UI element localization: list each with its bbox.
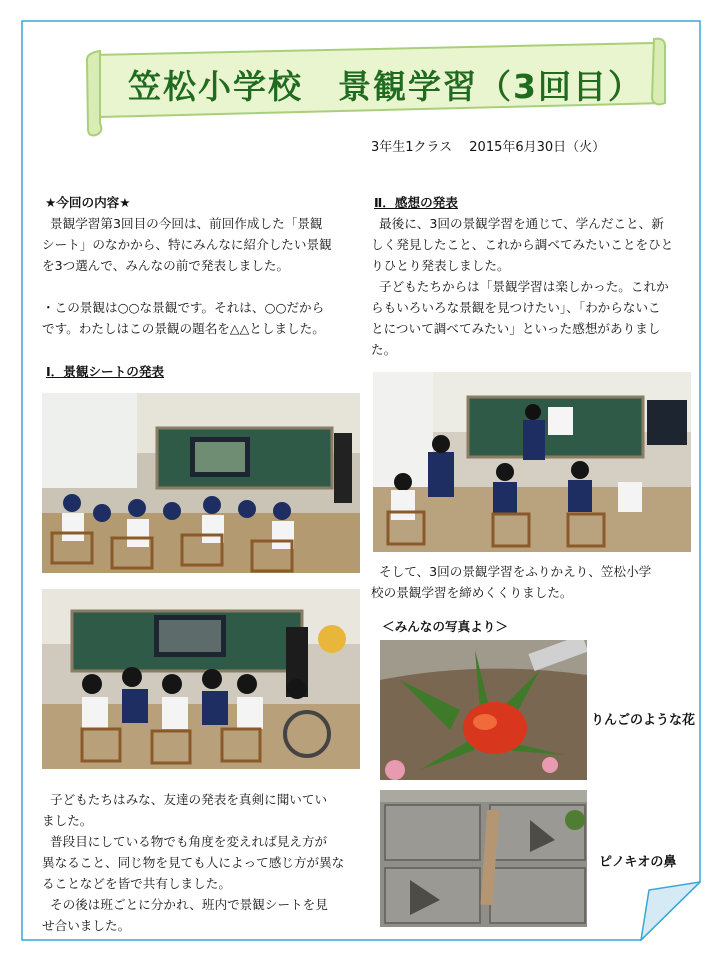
closing-line-4: 異なること、同じ物を見ても人によって感じ方が異な <box>42 855 345 870</box>
wrap-line-2: 校の景観学習を締めくくりました。 <box>371 585 573 600</box>
closing-line-5: ることなどを皆で共有しました。 <box>42 876 231 891</box>
content-line-3: を3つ選んで、みんなの前で発表しました。 <box>42 258 290 273</box>
block-photo <box>380 790 587 927</box>
impression-line-6: とについて調べてみたい」といった感想がありまし <box>371 321 661 336</box>
closing-line-3: 普段目にしている物でも角度を変えれば見え方が <box>50 834 328 849</box>
flower-photo <box>380 640 587 780</box>
impression-line-1: 最後に、3回の景観学習を通じて、学んだこと、新 <box>379 216 664 231</box>
impression-line-4: 子どもたちからは「景観学習は楽しかった。これか <box>379 279 669 294</box>
classroom-photo-2 <box>42 589 360 769</box>
template-line-1: ・この景観は○○な景観です。それは、○○だから <box>42 300 325 315</box>
section2-heading: Ⅱ．感想の発表 <box>374 195 458 210</box>
photos-heading: ＜みんなの写真より＞ <box>382 619 508 634</box>
wrap-line-1: そして、3回の景観学習をふりかえり、笠松小学 <box>379 564 652 579</box>
content-heading: ★今回の内容★ <box>45 195 131 210</box>
impression-line-3: りひとり発表しました。 <box>371 258 510 273</box>
closing-line-6: その後は班ごとに分かれ、班内で景観シートを見 <box>50 897 328 912</box>
page-title: 笠松小学校 景観学習（3回目） <box>128 67 643 106</box>
flower-caption: りんごのような花 <box>591 713 696 728</box>
content-line-2: シート」のなかから、特にみんなに紹介したい景観 <box>42 237 332 252</box>
template-line-2: です。わたしはこの景観の題名を△△としました。 <box>42 321 325 336</box>
closing-line-2: ました。 <box>42 813 93 828</box>
class-date: 3年生1クラス 2015年6月30日（火） <box>371 140 606 155</box>
impression-line-5: らもいろいろな景観を見つけたい」、「わからないこ <box>371 300 661 315</box>
section1-heading: Ⅰ．景観シートの発表 <box>46 364 165 379</box>
closing-line-1: 子どもたちはみな、友達の発表を真剣に聞いてい <box>50 792 328 807</box>
closing-line-7: せ合いました。 <box>42 918 131 933</box>
impression-line-2: しく発見したこと、これから調べてみたいことをひと <box>371 237 674 252</box>
content-line-1: 景観学習第3回目の今回は、前回作成した「景観 <box>50 216 323 231</box>
block-caption: ピノキオの鼻 <box>599 855 677 870</box>
impression-line-7: た。 <box>371 342 397 357</box>
classroom-photo-1 <box>42 393 360 573</box>
classroom-photo-3 <box>373 372 691 552</box>
